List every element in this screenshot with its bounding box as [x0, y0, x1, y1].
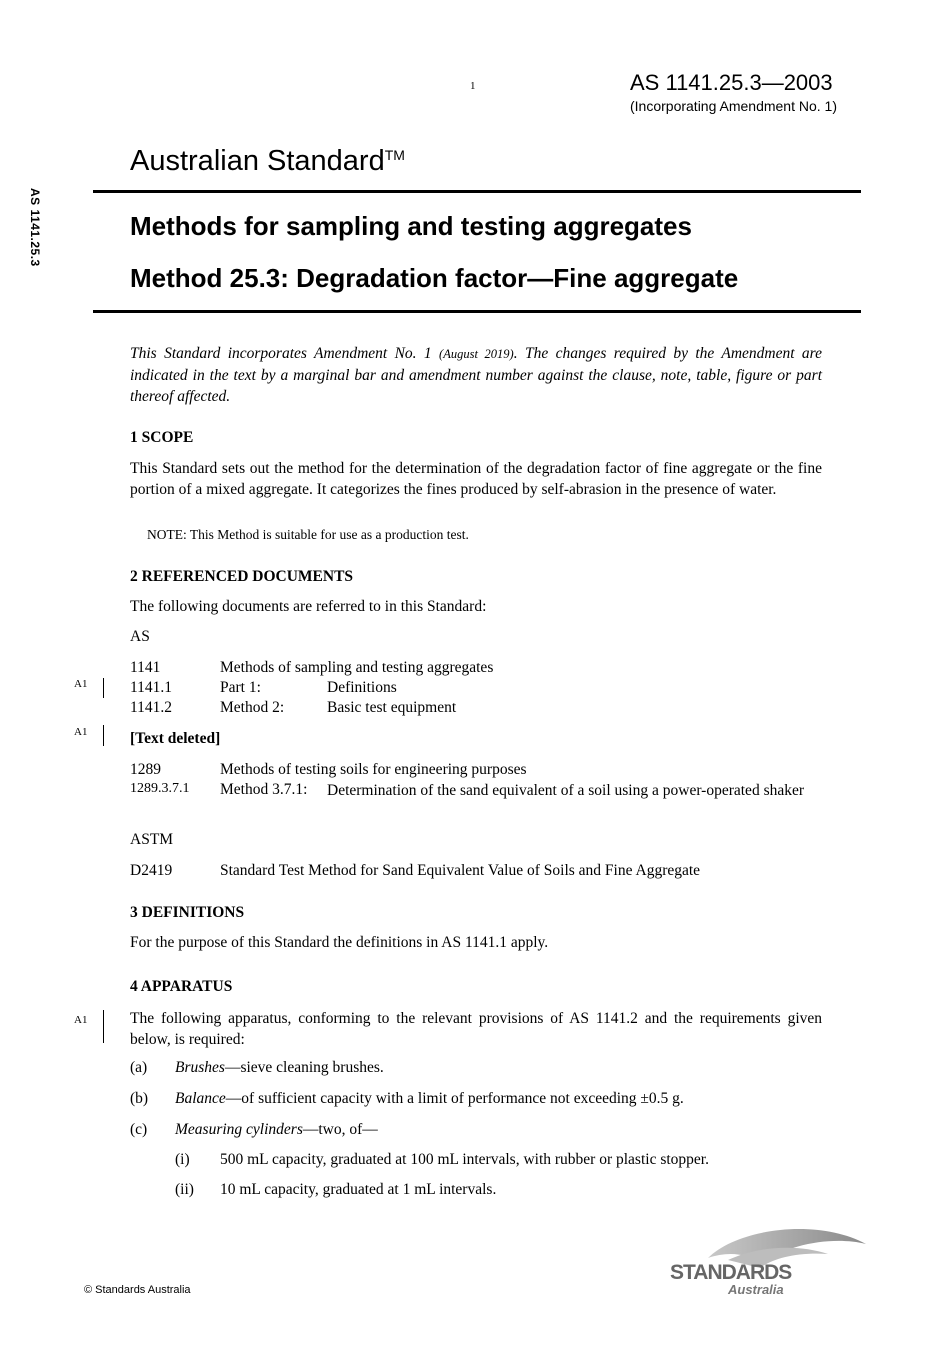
ref-part: Method 2:	[220, 699, 285, 716]
amendment-note: (Incorporating Amendment No. 1)	[630, 98, 837, 114]
text-deleted: [Text deleted]	[130, 730, 221, 747]
referenced-heading: 2 REFERENCED DOCUMENTS	[130, 568, 354, 585]
amendment-bar	[103, 678, 104, 698]
ref-part: Methods of testing soils for engineering purposes	[220, 761, 527, 778]
brand-name: Australian Standard	[130, 145, 385, 177]
item-text: —sieve cleaning brushes.	[224, 1059, 384, 1076]
astm-label: ASTM	[130, 831, 174, 848]
ref-number: 1289	[130, 761, 161, 778]
intro-date: (August 2019)	[439, 347, 514, 361]
ref-row	[130, 659, 822, 679]
subitem-label: (ii)	[175, 1181, 194, 1198]
ref-part: Part 1:	[220, 679, 261, 696]
page-number: 1	[470, 80, 476, 92]
item-term: Brushes	[175, 1059, 225, 1076]
ref-row	[130, 862, 822, 882]
amendment-marker: A1	[74, 1014, 88, 1026]
logo-main-text: STANDARDS	[670, 1261, 792, 1284]
definitions-heading: 3 DEFINITIONS	[130, 904, 245, 921]
ref-number: 1141	[130, 659, 161, 676]
amendment-marker: A1	[74, 726, 88, 738]
intro-part-1: This Standard incorporates Amendment No. 1	[130, 345, 440, 362]
apparatus-item-label: (a)	[130, 1059, 148, 1076]
apparatus-item-balance	[175, 1090, 684, 1108]
amendment-marker: A1	[74, 678, 88, 690]
ref-title: Basic test equipment	[327, 699, 457, 716]
definitions-body: For the purpose of this Standard the definitions in AS 1141.1 apply.	[130, 934, 549, 951]
side-label: AS 1141.25.3	[28, 188, 42, 267]
ref-row	[130, 679, 822, 699]
amendment-bar	[103, 1010, 104, 1043]
ref-title: Definitions	[327, 679, 397, 696]
scope-note: NOTE: This Method is suitable for use as a production test.	[147, 527, 469, 542]
item-text: —of sufficient capacity with a limit of performance not exceeding ±0.5 g.	[225, 1090, 684, 1107]
ref-part: Methods of sampling and testing aggregates	[220, 659, 494, 676]
bottom-rule	[93, 310, 861, 313]
subitem-label: (i)	[175, 1151, 190, 1168]
amendment-intro	[130, 343, 822, 407]
scope-body: This Standard sets out the method for the determination of the degradation factor of fine aggregate or the fine portion of a mixed aggregate. It categorizes the fines produced by self-abrasion in the presence of water.	[130, 460, 822, 498]
ref-row	[130, 699, 822, 719]
logo-sub-text: Australia	[728, 1282, 784, 1297]
brand-title	[130, 145, 405, 178]
subitem-text: 10 mL capacity, graduated at 1 mL intervals.	[220, 1181, 497, 1198]
as-label: AS	[130, 628, 150, 645]
top-rule	[93, 190, 861, 193]
referenced-intro: The following documents are referred to in this Standard:	[130, 598, 487, 615]
scope-heading: 1 SCOPE	[130, 429, 194, 446]
ref-number: 1141.2	[130, 699, 173, 716]
subitem-text: 500 mL capacity, graduated at 100 mL intervals, with rubber or plastic stopper.	[220, 1151, 709, 1168]
apparatus-heading: 4 APPARATUS	[130, 978, 233, 995]
item-term: Measuring cylinders	[175, 1121, 303, 1138]
title-line-2: Method 25.3: Degradation factor—Fine aggregate	[130, 263, 739, 293]
ref-number: D2419	[130, 862, 173, 879]
apparatus-item-label: (b)	[130, 1090, 149, 1107]
apparatus-body: The following apparatus, conforming to the relevant provisions of AS 1141.2 and the requirements given below, is required:	[130, 1010, 822, 1048]
item-text: —two, of—	[302, 1121, 378, 1138]
copyright: © Standards Australia	[84, 1284, 191, 1296]
ref-number: 1141.1	[130, 679, 173, 696]
ref-title: Determination of the sand equivalent of a soil using a power-operated shaker	[327, 782, 805, 799]
trademark: TM	[384, 147, 405, 163]
title-line-1: Methods for sampling and testing aggregates	[130, 211, 692, 241]
apparatus-item-label: (c)	[130, 1121, 148, 1138]
ref-part: Standard Test Method for Sand Equivalent Value of Soils and Fine Aggregate	[220, 862, 701, 879]
amendment-bar	[103, 725, 104, 746]
apparatus-item-cylinders	[175, 1121, 378, 1139]
apparatus-item-brushes	[175, 1059, 384, 1077]
ref-row	[130, 761, 822, 781]
ref-part: Method 3.7.1:	[220, 781, 308, 798]
standard-number: AS 1141.25.3—2003	[630, 70, 833, 95]
intro-part-2: . The changes required by the Amendment are indicated in the text by a marginal bar and amendment number against the clause, note, table, figure or part thereof affected.	[130, 345, 822, 405]
ref-number: 1289.3.7.1	[130, 781, 190, 796]
item-term: Balance	[175, 1090, 226, 1107]
standards-australia-logo	[668, 1222, 868, 1300]
